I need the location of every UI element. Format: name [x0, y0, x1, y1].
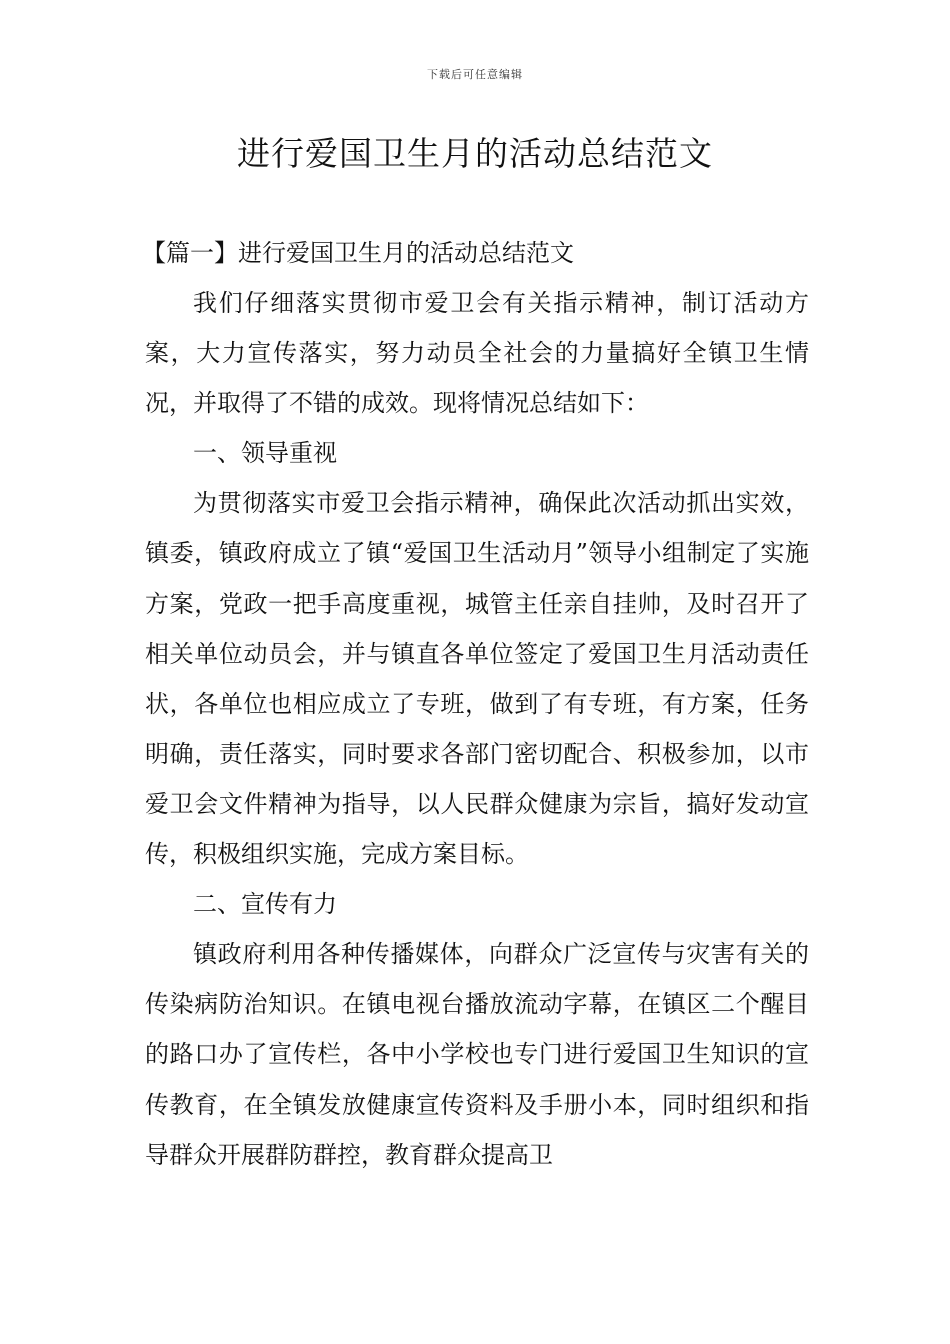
section-heading: 【篇一】进行爱国卫生月的活动总结范文 — [142, 239, 574, 267]
document-title: 进行爱国卫生月的活动总结范文 — [237, 134, 713, 173]
subheading-publicity: 二、宣传有力 — [193, 890, 337, 919]
paragraph-publicity: 镇政府利用各种传播媒体，向群众广泛宣传与灾害有关的传染病防治知识。在镇电视台播放流动字幕，在镇区二个醒目的路口办了宣传栏，各中小学校也专门进行爱国卫生知识的宣传教育，在全镇发放健康宣传资料及手册小本，同时组织和指导群众开展群防群控，教育群众提高卫 — [145, 940, 809, 1169]
header-note: 下载后可任意编辑 — [427, 68, 523, 81]
paragraph-intro: 我们仔细落实贯彻市爱卫会有关指示精神，制订活动方案，大力宣传落实，努力动员全社会的力量搞好全镇卫生情况，并取得了不错的成效。现将情况总结如下： — [145, 289, 809, 418]
paragraph-leadership: 为贯彻落实市爱卫会指示精神，确保此次活动抓出实效，镇委，镇政府成立了镇“爱国卫生活动月”领导小组制定了实施方案，党政一把手高度重视，城管主任亲自挂帅，及时召开了相关单位动员会，并与镇直各单位签定了爱国卫生月活动责任状，各单位也相应成立了专班，做到了有专班，有方案，任务明确，责任落实，同时要求各部门密切配合、积极参加，以市爱卫会文件精神为指导，以人民群众健康为宗旨，搞好发动宣传，积极组织实施，完成方案目标。 — [145, 489, 809, 869]
subheading-leadership: 一、领导重视 — [193, 439, 337, 468]
document-body — [142, 228, 809, 1180]
